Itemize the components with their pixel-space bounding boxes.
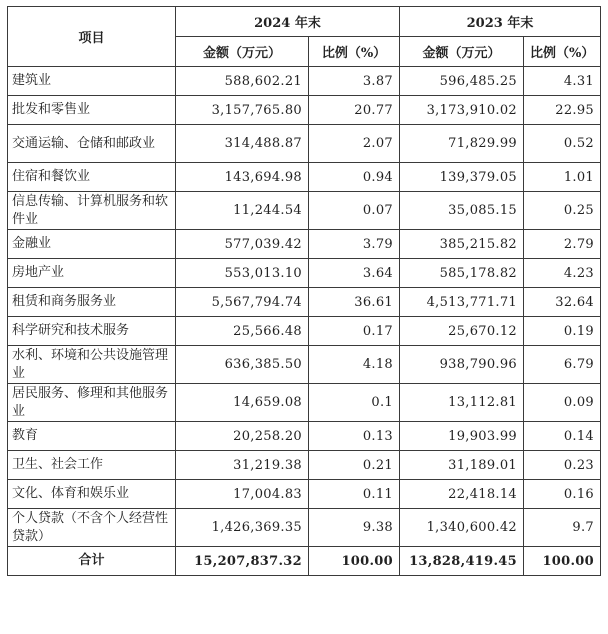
row-item: 科学研究和技术服务 (8, 317, 176, 346)
row-amount-2023: 25,670.12 (400, 317, 524, 346)
row-item: 文化、体育和娱乐业 (8, 480, 176, 509)
row-amount-2023: 19,903.99 (400, 422, 524, 451)
table-row (8, 163, 601, 192)
table-row (8, 230, 601, 259)
row-item: 居民服务、修理和其他服务业 (8, 384, 176, 422)
row-amount-2024: 553,013.10 (176, 259, 309, 288)
row-ratio-2023: 9.7 (524, 509, 601, 547)
row-amount-2024: 20,258.20 (176, 422, 309, 451)
row-ratio-2024: 0.21 (309, 451, 400, 480)
row-amount-2024: 143,694.98 (176, 163, 309, 192)
row-amount-2023: 385,215.82 (400, 230, 524, 259)
row-ratio-2024: 2.07 (309, 125, 400, 163)
header-year-2023: 2023 年末 (400, 7, 601, 37)
row-ratio-2024: 0.94 (309, 163, 400, 192)
row-amount-2023: 596,485.25 (400, 67, 524, 96)
row-item: 住宿和餐饮业 (8, 163, 176, 192)
row-ratio-2023: 4.31 (524, 67, 601, 96)
row-amount-2024: 5,567,794.74 (176, 288, 309, 317)
loan-industry-table-container (7, 6, 600, 576)
total-label: 合计 (8, 547, 176, 576)
table-row (8, 125, 601, 163)
table-row (8, 451, 601, 480)
row-ratio-2024: 3.79 (309, 230, 400, 259)
row-item: 信息传输、计算机服务和软件业 (8, 192, 176, 230)
table-row (8, 288, 601, 317)
row-item: 建筑业 (8, 67, 176, 96)
row-ratio-2023: 0.23 (524, 451, 601, 480)
row-item: 房地产业 (8, 259, 176, 288)
row-item: 卫生、社会工作 (8, 451, 176, 480)
row-ratio-2023: 0.52 (524, 125, 601, 163)
header-ratio-2024: 比例（%） (309, 37, 400, 67)
row-ratio-2024: 0.11 (309, 480, 400, 509)
row-ratio-2023: 0.14 (524, 422, 601, 451)
row-ratio-2023: 2.79 (524, 230, 601, 259)
header-amount-2023: 金额（万元） (400, 37, 524, 67)
total-ratio-2024: 100.00 (309, 547, 400, 576)
table-row (8, 67, 601, 96)
row-amount-2023: 22,418.14 (400, 480, 524, 509)
row-ratio-2023: 6.79 (524, 346, 601, 384)
row-item: 金融业 (8, 230, 176, 259)
row-amount-2024: 17,004.83 (176, 480, 309, 509)
row-item: 租赁和商务服务业 (8, 288, 176, 317)
table-row (8, 346, 601, 384)
row-item: 水利、环境和公共设施管理业 (8, 346, 176, 384)
row-amount-2023: 938,790.96 (400, 346, 524, 384)
row-ratio-2023: 4.23 (524, 259, 601, 288)
row-amount-2024: 3,157,765.80 (176, 96, 309, 125)
row-amount-2023: 13,112.81 (400, 384, 524, 422)
loan-industry-table (7, 6, 601, 576)
row-amount-2024: 31,219.38 (176, 451, 309, 480)
table-row (8, 96, 601, 125)
row-item: 个人贷款（不含个人经营性贷款） (8, 509, 176, 547)
row-amount-2024: 11,244.54 (176, 192, 309, 230)
row-ratio-2023: 0.16 (524, 480, 601, 509)
row-ratio-2024: 9.38 (309, 509, 400, 547)
row-ratio-2024: 0.1 (309, 384, 400, 422)
row-amount-2023: 31,189.01 (400, 451, 524, 480)
total-amount-2023: 13,828,419.45 (400, 547, 524, 576)
header-year-2024: 2024 年末 (176, 7, 400, 37)
row-amount-2024: 636,385.50 (176, 346, 309, 384)
row-ratio-2023: 32.64 (524, 288, 601, 317)
row-ratio-2024: 0.17 (309, 317, 400, 346)
row-amount-2023: 585,178.82 (400, 259, 524, 288)
total-row (8, 547, 601, 576)
row-amount-2023: 3,173,910.02 (400, 96, 524, 125)
table-header (8, 7, 601, 67)
row-ratio-2024: 4.18 (309, 346, 400, 384)
row-ratio-2024: 3.87 (309, 67, 400, 96)
row-amount-2023: 35,085.15 (400, 192, 524, 230)
table-row (8, 509, 601, 547)
table-row (8, 422, 601, 451)
row-amount-2023: 139,379.05 (400, 163, 524, 192)
row-ratio-2023: 0.19 (524, 317, 601, 346)
row-item: 交通运输、仓储和邮政业 (8, 125, 176, 163)
row-amount-2024: 588,602.21 (176, 67, 309, 96)
row-ratio-2024: 3.64 (309, 259, 400, 288)
row-amount-2023: 1,340,600.42 (400, 509, 524, 547)
table-row (8, 384, 601, 422)
table-row (8, 259, 601, 288)
row-amount-2023: 4,513,771.71 (400, 288, 524, 317)
row-amount-2024: 1,426,369.35 (176, 509, 309, 547)
row-amount-2024: 14,659.08 (176, 384, 309, 422)
header-ratio-2023: 比例（%） (524, 37, 601, 67)
row-amount-2024: 314,488.87 (176, 125, 309, 163)
row-ratio-2024: 20.77 (309, 96, 400, 125)
row-ratio-2023: 1.01 (524, 163, 601, 192)
row-ratio-2024: 0.07 (309, 192, 400, 230)
row-amount-2024: 577,039.42 (176, 230, 309, 259)
row-ratio-2023: 22.95 (524, 96, 601, 125)
row-ratio-2023: 0.09 (524, 384, 601, 422)
row-ratio-2024: 0.13 (309, 422, 400, 451)
row-item: 教育 (8, 422, 176, 451)
header-item: 项目 (8, 7, 176, 67)
row-ratio-2023: 0.25 (524, 192, 601, 230)
total-amount-2024: 15,207,837.32 (176, 547, 309, 576)
table-row (8, 317, 601, 346)
header-amount-2024: 金额（万元） (176, 37, 309, 67)
row-amount-2024: 25,566.48 (176, 317, 309, 346)
table-row (8, 192, 601, 230)
table-body (8, 67, 601, 576)
table-row (8, 480, 601, 509)
row-item: 批发和零售业 (8, 96, 176, 125)
row-amount-2023: 71,829.99 (400, 125, 524, 163)
row-ratio-2024: 36.61 (309, 288, 400, 317)
total-ratio-2023: 100.00 (524, 547, 601, 576)
